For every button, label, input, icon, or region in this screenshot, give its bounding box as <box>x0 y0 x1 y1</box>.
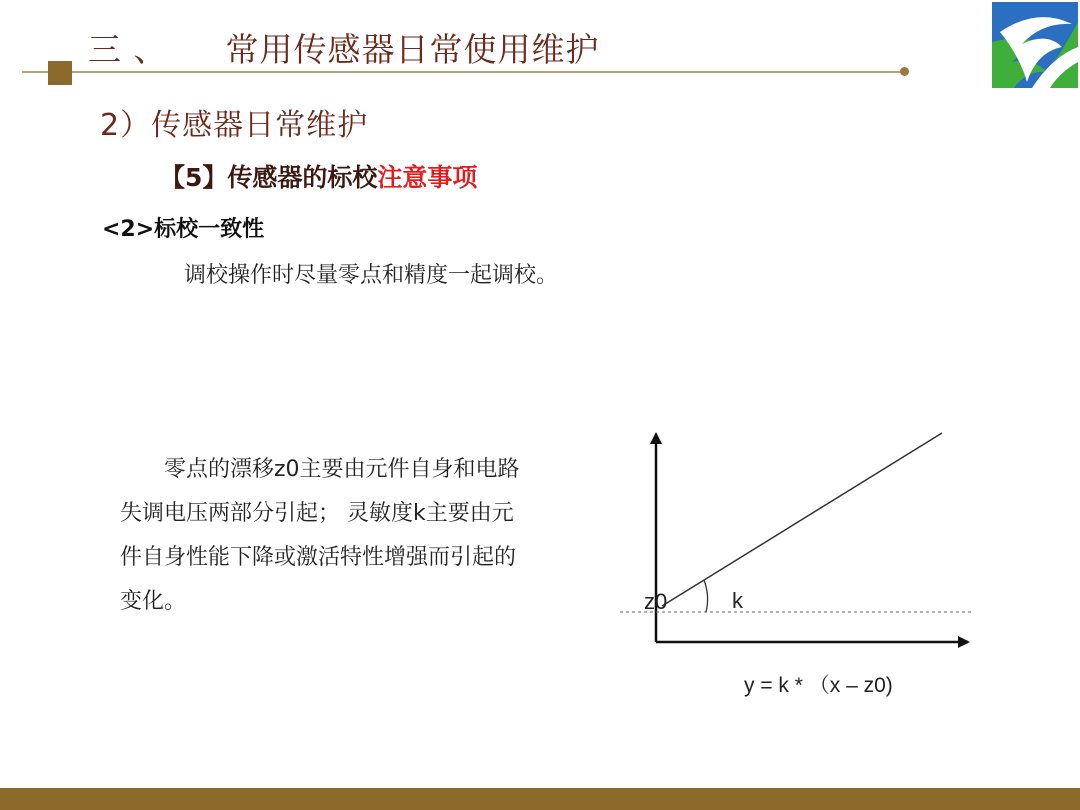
formula-label: y = k * （x – z0) <box>744 674 893 697</box>
calibration-diagram <box>610 420 980 710</box>
header-divider-dot <box>900 67 909 76</box>
slope-angle-arc <box>704 580 708 612</box>
paragraph-line: 变化。 <box>120 589 187 614</box>
header-square-mark <box>48 61 72 85</box>
z0-label: z0 <box>644 589 668 614</box>
section-title: 2）传感器日常维护 <box>100 108 369 143</box>
subsection-title <box>160 158 477 194</box>
company-logo-icon <box>992 2 1078 88</box>
header-number: 三 、 <box>88 30 168 69</box>
header-divider <box>22 71 906 73</box>
paragraph-line: 件自身性能下降或激活特性增强而引起的 <box>120 545 517 570</box>
subsection-prefix: 【5】传感器的标校 <box>160 163 378 192</box>
item-intro: 调校操作时尽量零点和精度一起调校。 <box>184 263 559 288</box>
slide-header <box>88 24 600 71</box>
subsection-highlight: 注意事项 <box>377 163 478 192</box>
explanation-paragraph <box>120 448 610 624</box>
header-title: 常用传感器日常使用维护 <box>225 30 600 69</box>
paragraph-line: 零点的漂移z0主要由元件自身和电路 <box>120 457 520 482</box>
item-title: <2>标校一致性 <box>102 217 265 242</box>
footer-bar <box>0 788 1080 810</box>
k-label: k <box>732 588 743 613</box>
paragraph-line: 失调电压两部分引起； 灵敏度k主要由元 <box>120 501 514 526</box>
